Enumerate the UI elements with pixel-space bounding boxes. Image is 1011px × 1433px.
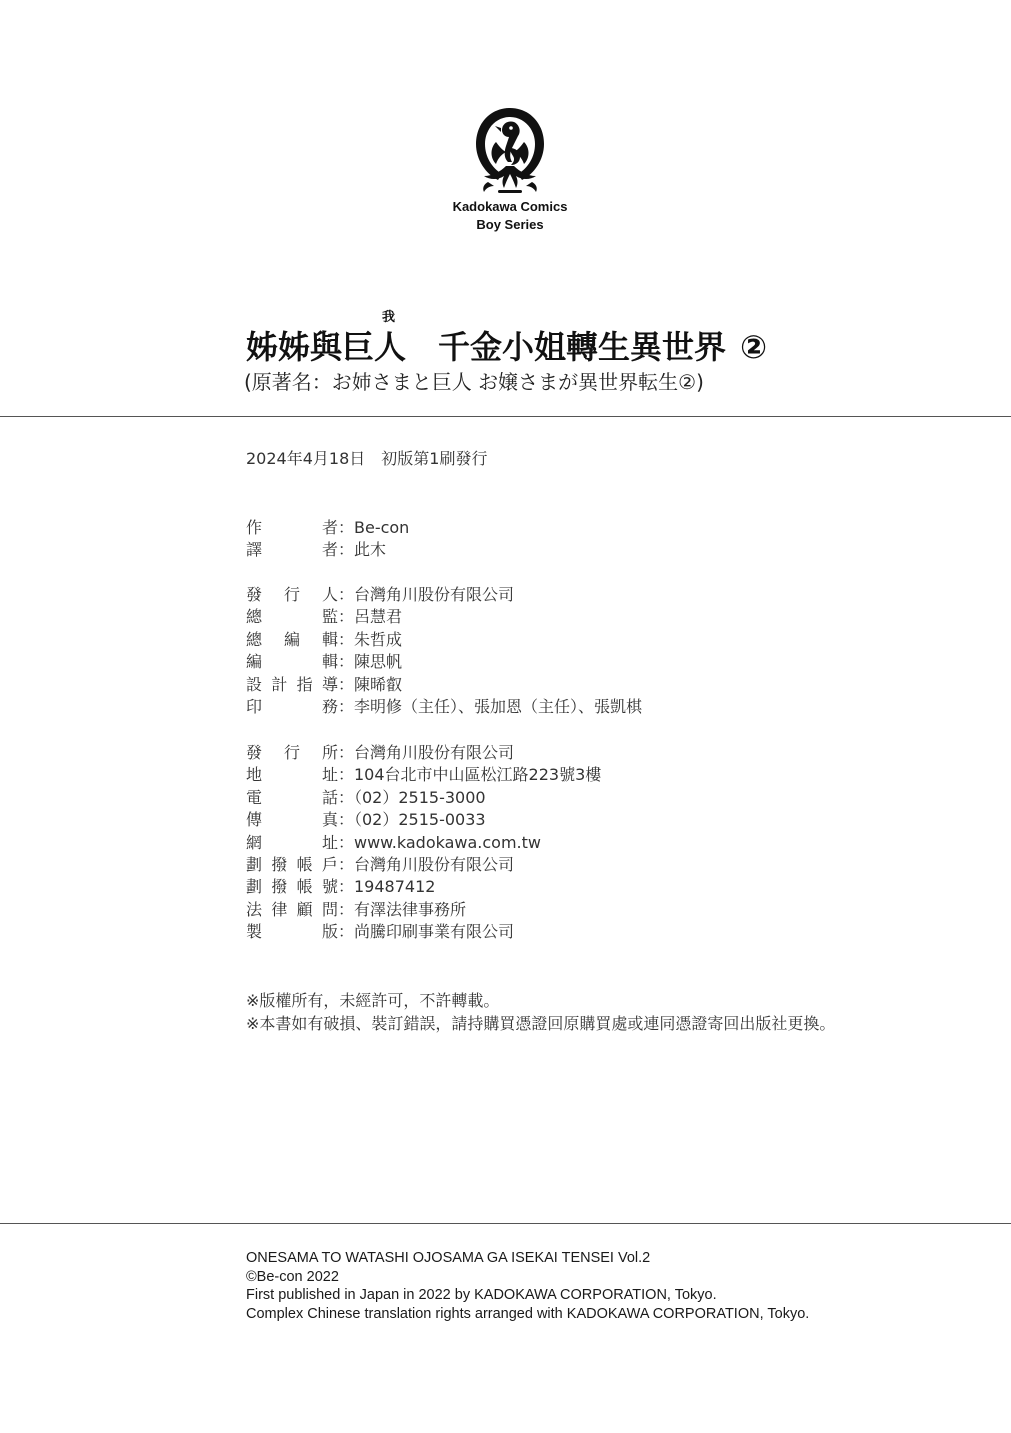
credit-label: 發行人 (246, 585, 338, 604)
credit-value: ：呂慧君 (338, 607, 403, 627)
original-title: (原著名：お姉さまと巨人 お嬢さまが異世界転生②) (244, 370, 704, 394)
credit-label: 網址 (246, 832, 338, 852)
edition-line: 2024年4月18日 初版第1刷發行 (246, 449, 488, 468)
credit-label: 總監 (246, 607, 338, 627)
credit-label: 作者 (246, 518, 338, 537)
copyright-notice: ※版權所有，未經許可，不許轉載。 (246, 991, 500, 1010)
credit-row (246, 674, 642, 696)
credit-row (246, 584, 642, 606)
title-furigana: 我 (382, 310, 396, 325)
original-series-title: ONESAMA TO WATASHI OJOSAMA GA ISEKAI TENSEI Vol.2 (246, 1250, 651, 1266)
credit-label: 法律顧問 (246, 899, 338, 919)
credit-value: ：Be-con (338, 518, 410, 537)
credit-row (246, 651, 642, 673)
credit-label: 電話 (246, 787, 338, 807)
credit-row (246, 921, 601, 943)
credit-label: 劃撥帳戶 (246, 854, 338, 874)
credit-value: ：陳思帆 (338, 652, 403, 672)
credits-publisher (246, 742, 601, 944)
notices (246, 989, 835, 1035)
credit-label: 總編輯 (246, 629, 338, 649)
credit-row (246, 787, 601, 809)
credit-label: 印務 (246, 696, 338, 716)
imprint-logo (430, 102, 590, 234)
credit-value: ：朱哲成 (338, 629, 403, 649)
credit-value: ：台灣角川股份有限公司 (338, 743, 515, 762)
series-name-line2: Boy Series (476, 217, 544, 232)
credit-row (246, 832, 601, 854)
credit-value: ：此木 (338, 540, 387, 560)
credit-row (246, 854, 601, 876)
credit-label: 劃撥帳號 (246, 877, 338, 897)
credit-value: ：台灣角川股份有限公司 (338, 854, 515, 874)
volume-number: ② (740, 328, 768, 366)
book-title (246, 322, 767, 368)
damage-exchange-notice: ※本書如有破損、裝訂錯誤，請持購買憑證回原購買處或連同憑證寄回出版社更換。 (246, 1014, 836, 1033)
credit-label: 設計指導 (246, 674, 338, 694)
book-title-main: 姊姊與巨人 千金小姐轉生異世界 (246, 328, 727, 366)
credit-value: ：有澤法律事務所 (338, 899, 467, 919)
credit-value: ：台灣角川股份有限公司 (338, 585, 515, 604)
credit-value: ：（02）2515-0033 (338, 810, 486, 830)
translation-rights-line: Complex Chinese translation rights arranged with KADOKAWA CORPORATION, Tokyo. (246, 1305, 810, 1322)
credit-row (246, 742, 601, 764)
credit-label: 編輯 (246, 652, 338, 672)
phoenix-emblem-icon (468, 102, 552, 198)
credit-row (246, 539, 409, 561)
credit-row (246, 696, 642, 718)
credit-row (246, 899, 601, 921)
copyright-block (246, 1249, 809, 1323)
credit-label: 發行所 (246, 743, 338, 762)
credit-label: 地址 (246, 765, 338, 785)
credit-row (246, 764, 601, 786)
credit-label: 傳真 (246, 810, 338, 830)
credit-row (246, 629, 642, 651)
copyright-holder: ©Be-con 2022 (246, 1268, 339, 1285)
credit-row (246, 876, 601, 898)
credit-value: ：19487412 (338, 877, 436, 897)
credit-value: ：李明修（主任）、張加恩（主任）、張凱棋 (338, 696, 643, 716)
first-published-line: First published in Japan in 2022 by KADOKAWA CORPORATION, Tokyo. (246, 1287, 717, 1303)
credit-row (246, 606, 642, 628)
credit-label: 譯者 (246, 540, 338, 560)
credit-label: 製版 (246, 922, 338, 942)
credit-value: ：陳晞叡 (338, 674, 403, 694)
credit-row (246, 809, 601, 831)
credits-authors (246, 517, 409, 562)
credit-value: ：尚騰印刷事業有限公司 (338, 922, 515, 942)
website-value: ：www.kadokawa.com.tw (338, 832, 541, 852)
credit-row (246, 517, 409, 539)
divider-top (0, 416, 1011, 417)
credit-value: ：（02）2515-3000 (338, 787, 486, 807)
credits-staff (246, 584, 642, 718)
divider-bottom (0, 1223, 1011, 1224)
series-name-line1: Kadokawa Comics (452, 199, 568, 214)
credit-value: ：104台北市中山區松江路223號3樓 (338, 765, 602, 785)
